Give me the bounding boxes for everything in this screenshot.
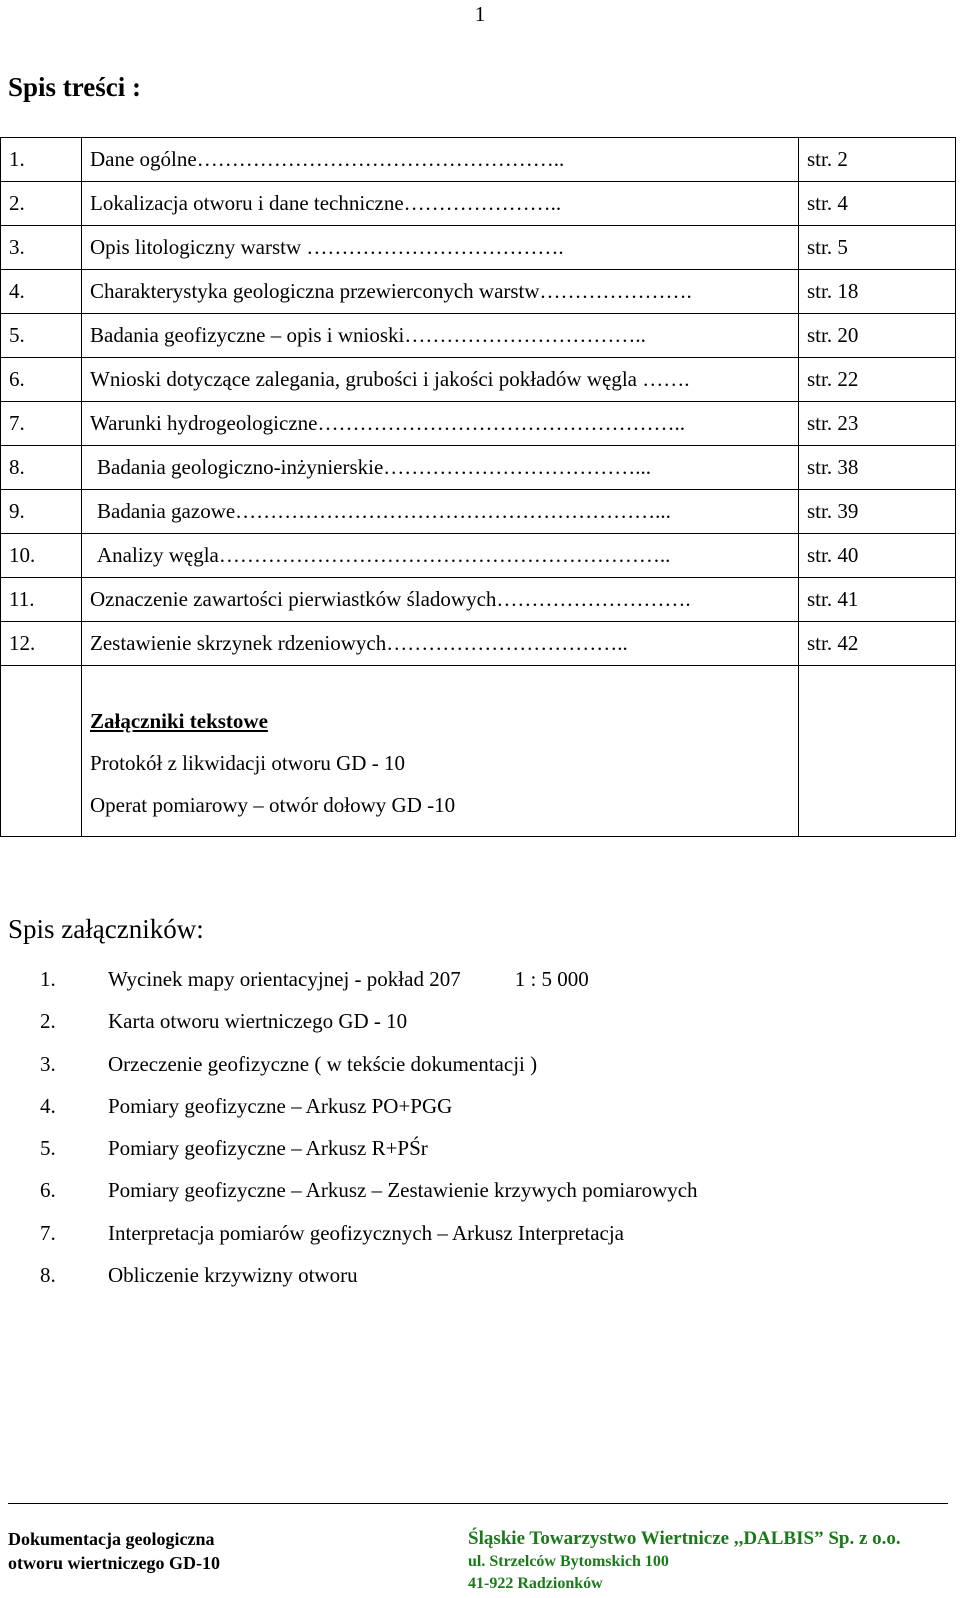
attachment-text: Pomiary geofizyczne – Arkusz – Zestawienie krzywych pomiarowych [108,1178,698,1203]
toc-row [1,446,956,490]
toc-table [0,137,956,837]
toc-row-title [82,446,799,490]
attachment-text: Orzeczenie geofizyczne ( w tekście dokumentacji ) [108,1051,538,1076]
footer-doc-subtitle: otworu wiertniczego GD-10 [8,1553,220,1573]
toc-row-number: 9. [1,490,82,534]
attachment-text: Interpretacja pomiarów geofizycznych – Arkusz Interpretacja [108,1220,624,1245]
attachment-text: Karta otworu wiertniczego GD - 10 [108,1009,408,1034]
toc-attachments-cell [82,666,799,837]
toc-title: Spis treści : [8,72,141,102]
toc-row-page: str. 39 [799,490,956,534]
toc-row-title [82,138,799,182]
toc-row-page: str. 5 [799,226,956,270]
footer-address-city: 41-922 Radzionków [468,1575,603,1592]
toc-row-number: 7. [1,402,82,446]
toc-row-title-text: Lokalizacja otworu i dane techniczne………………….. [90,191,562,215]
toc-row [1,182,956,226]
attachment-text: Pomiary geofizyczne – Arkusz R+PŚr [108,1136,428,1161]
toc-row-page: str. 23 [799,402,956,446]
attachment-item [40,1085,698,1127]
text-attachment-line: Protokół z likwidacji otworu GD - 10 [90,751,405,775]
toc-row-page: str. 4 [799,182,956,226]
footer-divider [8,1503,948,1504]
toc-row-title [82,402,799,446]
toc-attachments-page-cell [799,666,956,837]
attachments-list-title: Spis załączników: [8,914,204,944]
toc-row-title-text: Dane ogólne…………………………………………….. [90,147,565,171]
text-attachment-line: Operat pomiarowy – otwór dołowy GD -10 [90,793,456,817]
toc-row-number: 12. [1,622,82,666]
toc-row-title-text: Badania gazowe……………………………………………………... [97,499,671,523]
footer-doc-title: Dokumentacja geologiczna [8,1529,215,1549]
toc-row [1,622,956,666]
attachments-list [40,958,698,1296]
toc-row-title [82,622,799,666]
attachment-text: Wycinek mapy orientacyjnej - pokład 207 [108,967,461,991]
toc-row-title [82,490,799,534]
toc-row-page: str. 2 [799,138,956,182]
toc-attachments-row [1,666,956,837]
attachment-text: Obliczenie krzywizny otworu [108,1263,358,1288]
toc-row [1,138,956,182]
toc-attachments-num-cell [1,666,82,837]
attachment-item [40,1043,698,1085]
attachment-item [40,1127,698,1169]
footer-address-street: ul. Strzelców Bytomskich 100 [468,1553,669,1570]
toc-row-title-text: Badania geologiczno-inżynierskie………………………………... [97,455,652,479]
toc-row-page: str. 18 [799,270,956,314]
page-number: 1 [474,2,486,26]
toc-row-page: str. 22 [799,358,956,402]
attachment-number: 8. [40,1263,56,1288]
attachment-number: 3. [40,1051,56,1076]
toc-row-number: 5. [1,314,82,358]
toc-row-number: 1. [1,138,82,182]
toc-row-title-text: Wnioski dotyczące zalegania, grubości i jakości pokładów węgla ……. [90,367,690,391]
attachment-number: 7. [40,1220,56,1245]
toc-row-title [82,534,799,578]
toc-row-number: 6. [1,358,82,402]
attachment-item [40,1000,698,1042]
footer-company-name: Śląskie Towarzystwo Wiertnicze ,,DALBIS” Sp. z o.o. [468,1528,901,1549]
toc-row-page: str. 42 [799,622,956,666]
toc-row [1,314,956,358]
attachment-item [40,1254,698,1296]
attachment-item [40,1212,698,1254]
attachment-number: 2. [40,1009,56,1034]
attachment-number: 5. [40,1136,56,1161]
toc-row [1,578,956,622]
toc-row-title-text: Analizy węgla……………………………………………………….. [97,543,671,567]
toc-row-number: 3. [1,226,82,270]
toc-row-title [82,270,799,314]
toc-row-title-text: Zestawienie skrzynek rdzeniowych…………………………….. [90,631,628,655]
toc-row-title-text: Opis litologiczny warstw ………………………………. [90,235,564,259]
toc-row-title-text: Badania geofizyczne – opis i wnioski…………………………….. [90,323,646,347]
toc-row [1,226,956,270]
toc-row-page: str. 40 [799,534,956,578]
toc-row [1,490,956,534]
toc-row-title-text: Oznaczenie zawartości pierwiastków śladowych………………………. [90,587,691,611]
attachment-item [40,958,698,1000]
text-attachments-heading: Załączniki tekstowe [90,709,268,733]
toc-row-number: 4. [1,270,82,314]
toc-row-page: str. 20 [799,314,956,358]
toc-row-page: str. 38 [799,446,956,490]
attachment-number: 1. [40,967,56,991]
attachment-number: 4. [40,1093,56,1118]
footer-company-info [468,1527,901,1595]
attachment-scale: 1 : 5 000 [514,967,589,991]
toc-row-title [82,314,799,358]
toc-row [1,402,956,446]
toc-row [1,270,956,314]
toc-row-title-text: Charakterystyka geologiczna przewierconych warstw…………………. [90,279,692,303]
toc-row [1,358,956,402]
toc-row-number: 11. [1,578,82,622]
toc-row-title [82,358,799,402]
toc-row-number: 2. [1,182,82,226]
toc-row-title-text: Warunki hydrogeologiczne…………………………………………….. [90,411,685,435]
toc-row-number: 10. [1,534,82,578]
toc-row-title [82,182,799,226]
attachment-item [40,1169,698,1211]
toc-row-page: str. 41 [799,578,956,622]
toc-row-number: 8. [1,446,82,490]
footer-document-info [8,1527,220,1575]
toc-row-title [82,578,799,622]
attachment-number: 6. [40,1178,56,1203]
toc-row [1,534,956,578]
toc-row-title [82,226,799,270]
attachment-text: Pomiary geofizyczne – Arkusz PO+PGG [108,1093,453,1118]
